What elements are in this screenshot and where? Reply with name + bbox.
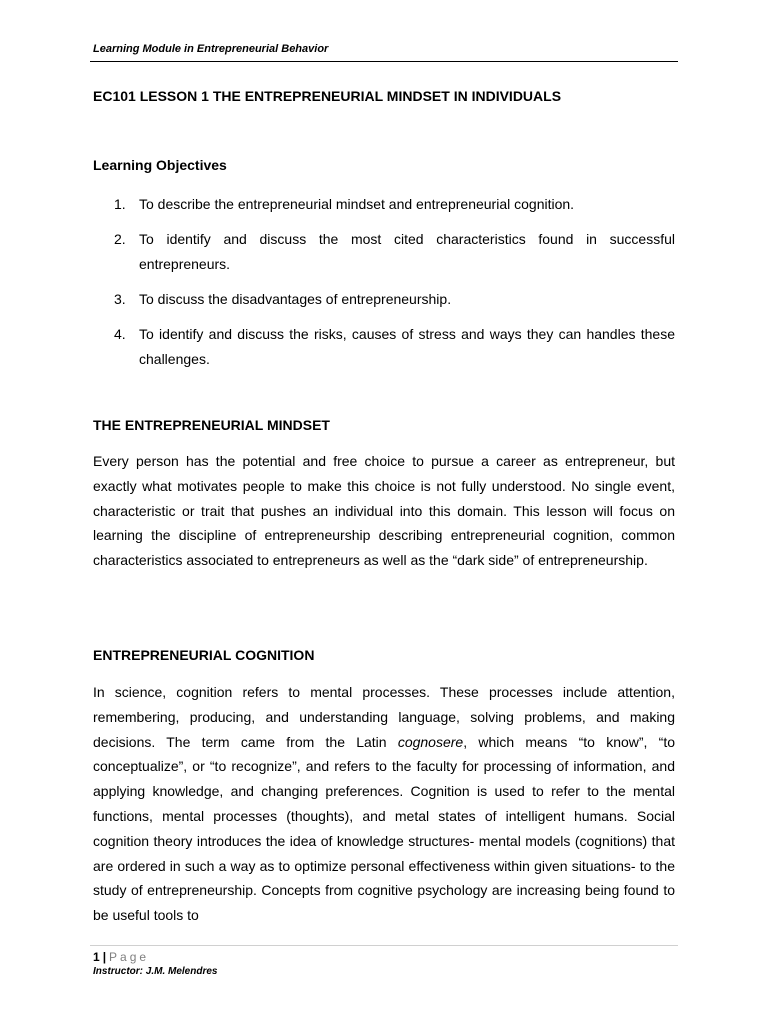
objective-item [93, 192, 675, 217]
page-indicator [93, 950, 149, 964]
objective-number: 3. [114, 291, 126, 307]
latin-term: cognosere [397, 733, 464, 750]
page-separator: | [102, 950, 107, 964]
cognition-paragraph [93, 680, 675, 928]
objective-text: To identify and discuss the risks, causes of stress and ways they can handles these challenges. [139, 326, 675, 367]
page-number: 1 [93, 950, 100, 964]
mindset-heading: THE ENTREPRENEURIAL MINDSET [93, 417, 330, 433]
footer-divider [90, 945, 678, 946]
objectives-heading: Learning Objectives [93, 157, 227, 173]
objective-text: To describe the entrepreneurial mindset and entrepreneurial cognition. [139, 196, 575, 212]
objective-number: 4. [114, 326, 126, 342]
objective-number: 1. [114, 196, 126, 212]
cognition-text-part1: In science, cognition refers to mental processes. These processes include attention, remembering, producing, and understanding language, solving problems, and making decisions. The term came from the Latin [93, 684, 675, 750]
cognition-text-part2: , which means “to know”, “to conceptualize”, or “to recognize”, and refers to the faculty for processing of information, and applying knowledge, and changing preferences. Cognition is used to refer to the mental functions, mental processes (thoughts), and metal states of intelligent humans. Social cognition theory introduces the idea of knowledge structures- mental models (cognitions) that are ordered in such a way as to optimize personal effectiveness within given situations- to the study of entrepreneurship. Concepts from cognitive psychology are increasing being found to be useful tools to [93, 733, 675, 924]
instructor-name: Instructor: J.M. Melendres [93, 966, 218, 977]
page-label: Page [109, 950, 150, 964]
objective-number: 2. [114, 231, 126, 247]
objective-item [93, 322, 675, 372]
objectives-list [93, 192, 675, 382]
objective-text: To identify and discuss the most cited characteristics found in successful entrepreneurs. [139, 231, 675, 272]
running-header: Learning Module in Entrepreneurial Behavior [93, 43, 329, 55]
objective-item [93, 227, 675, 277]
mindset-paragraph: Every person has the potential and free choice to pursue a career as entrepreneur, but exactly what motivates people to make this choice is not fully understood. No single event, characteristic or trait that pushes an individual into this domain. This lesson will focus on learning the discipline of entrepreneurship describing entrepreneurial cognition, common characteristics associated to entrepreneurs as well as the “dark side” of entrepreneurship. [93, 453, 675, 569]
objective-text: To discuss the disadvantages of entrepreneurship. [139, 291, 452, 307]
lesson-title: EC101 LESSON 1 THE ENTREPRENEURIAL MINDSET IN INDIVIDUALS [93, 88, 562, 104]
cognition-heading: ENTREPRENEURIAL COGNITION [93, 647, 315, 663]
objective-item [93, 287, 675, 312]
header-divider [90, 61, 678, 62]
